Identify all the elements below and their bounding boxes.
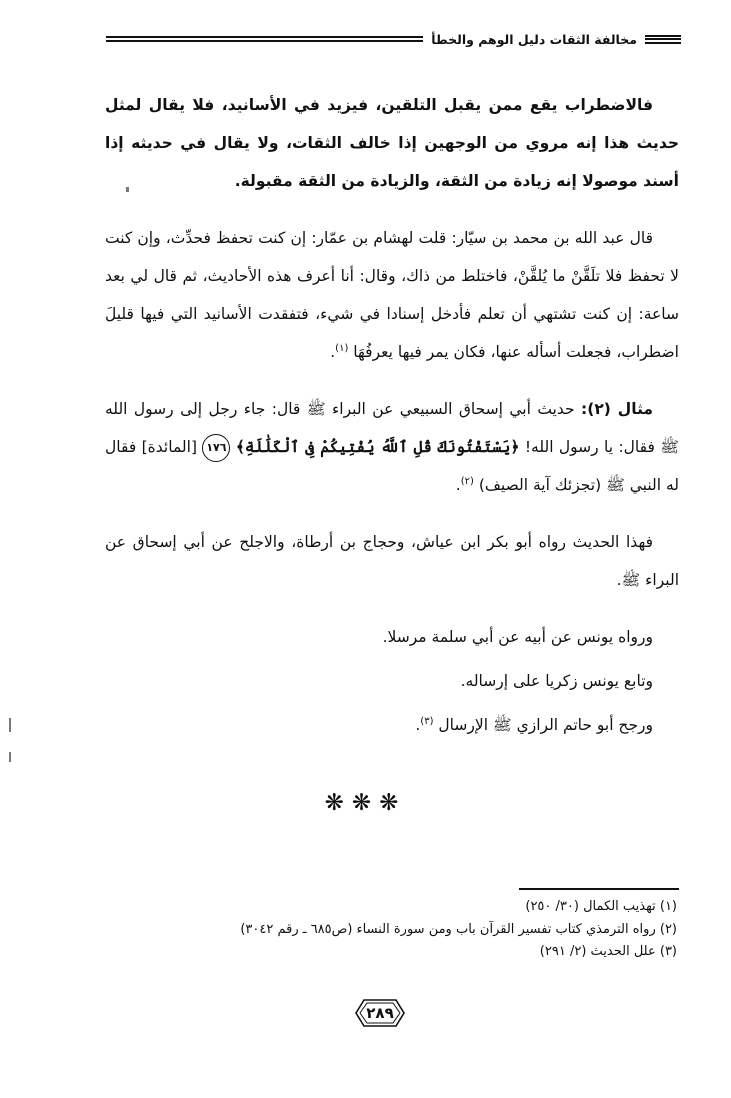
paragraph-2-text: قال عبد الله بن محمد بن سيّار: قلت لهشام بن عمّار: إن كنت تحفظ فحدِّث، وإن كنت لا تحفظ فلا تلَقَّنْ ما يُلقَّنْ، فاختلط من ذاك، وقال: أنا أعرف هذه الأحاديث، ثم قال لي بعد ساعة: إن كنت تشتهي أن تعلم فأدخل إسنادا في شيء، فتفقدت الأسانيد التي فيها قليلَ اضطراب، فجعلت أسأله عنها، فكان يمر فيها يعرفُهَا bbox=[105, 229, 679, 361]
example-label: مثال (٢): bbox=[581, 400, 653, 418]
main-text bbox=[105, 86, 679, 750]
short-line-1 bbox=[105, 618, 679, 656]
footnote-2: (٢) رواه الترمذي كتاب تفسير القرآن باب ومن سورة النساء (ص٦٨٥ ـ رقم ٣٠٤٢) bbox=[240, 921, 677, 937]
footnote-separator bbox=[519, 888, 679, 890]
scan-mark bbox=[9, 718, 11, 732]
paragraph-1 bbox=[105, 86, 679, 200]
footnote-1: (١) تهذيب الكمال (٣٠/ ٢٥٠) bbox=[525, 899, 677, 914]
paragraph-3 bbox=[105, 523, 679, 599]
example-paragraph: مثال (٢): حديث أبي إسحاق السبيعي عن البراء ﷺ قال: جاء رجل إلى رسول الله ﷺ فقال: يا رسول الله! ﴿يَسْتَفْتُونَكَ قُلِ ٱللَّهُ يُفْتِيكُمْ فِى ٱلْكَلَٰلَةِ﴾ ١٧٦ [المائدة] فقال له النبي ﷺ (تجزئك آية الصيف) $^{(٢)}$. bbox=[105, 400, 680, 494]
header-ornament bbox=[645, 35, 681, 44]
paragraph-3-text: فهذا الحديث رواه أبو بكر ابن عياش، وحجاج بن أرطاة، والاجلح عن أبي إسحاق عن البراء ﷺ. bbox=[105, 533, 679, 589]
header-title: مخالفة الثقات دليل الوهم والخطأ bbox=[431, 31, 637, 47]
footnote-marker-2[interactable]: (٢) bbox=[460, 475, 474, 487]
scan-mark bbox=[126, 187, 129, 192]
short-line-3: ورجح أبو حاتم الرازي ﷺ الإرسال $^{(٣)}$. bbox=[415, 715, 653, 734]
running-header bbox=[106, 26, 681, 52]
example-text-2: [المائدة] فقال له النبي ﷺ (تجزئك آية الصيف) bbox=[105, 438, 679, 494]
section-divider-stars: ❋❋❋ bbox=[324, 790, 407, 816]
header-rule bbox=[106, 36, 423, 42]
footnotes bbox=[117, 896, 677, 964]
aya-number-badge: ١٧٦ bbox=[202, 434, 230, 462]
short-line-2 bbox=[105, 662, 679, 700]
footnote-marker-1[interactable]: (١) bbox=[335, 342, 349, 354]
paragraph-1-text: فالاضطراب يقع ممن يقبل التلقين، فيزيد في الأسانيد، فلا يقال لمثل حديث هذا إنه مروي من الوجهين إذا خالف الثقات، ولا يقال في حديثه إذا أسند موصولا إنه زيادة من الثقة، والزيادة من الثقة مقبولة. bbox=[105, 96, 679, 190]
paragraph-2: قال عبد الله بن محمد بن سيّار: قلت لهشام بن عمّار: إن كنت تحفظ فحدِّث، وإن كنت لا تحفظ فلا تلَقَّنْ ما يُلقَّنْ، فاختلط من ذاك، وقال: أنا أعرف هذه الأحاديث، ثم قال لي بعد ساعة: إن كنت تشتهي أن تعلم فأدخل إسنادا في شيء، فتفقدت الأسانيد التي فيها قليلَ اضطراب، فجعلت أسأله عنها، فكان يمر فيها يعرفُهَا $^{(١)}$. bbox=[105, 229, 679, 361]
example-text-1: حديث أبي إسحاق السبيعي عن البراء ﷺ قال: جاء رجل إلى رسول الله ﷺ فقال: يا رسول الله! bbox=[105, 400, 680, 456]
short-line-1-text: ورواه يونس عن أبيه عن أبي سلمة مرسلا. bbox=[382, 628, 653, 646]
footnote-marker-3[interactable]: (٣) bbox=[420, 715, 434, 727]
footnote-3: (٣) علل الحديث (٢/ ٢٩١) bbox=[539, 944, 677, 959]
quran-verse: ﴿يَسْتَفْتُونَكَ قُلِ ٱللَّهُ يُفْتِيكُمْ فِى ٱلْكَلَٰلَةِ﴾ bbox=[235, 437, 520, 456]
scan-mark bbox=[9, 752, 11, 762]
short-line-3-text: ورجح أبو حاتم الرازي ﷺ الإرسال bbox=[438, 716, 653, 734]
short-line-2-text: وتابع يونس زكريا على إرساله. bbox=[460, 672, 653, 690]
page-number: ٢٨٩ bbox=[366, 1004, 394, 1022]
page-number-badge bbox=[350, 994, 410, 1032]
